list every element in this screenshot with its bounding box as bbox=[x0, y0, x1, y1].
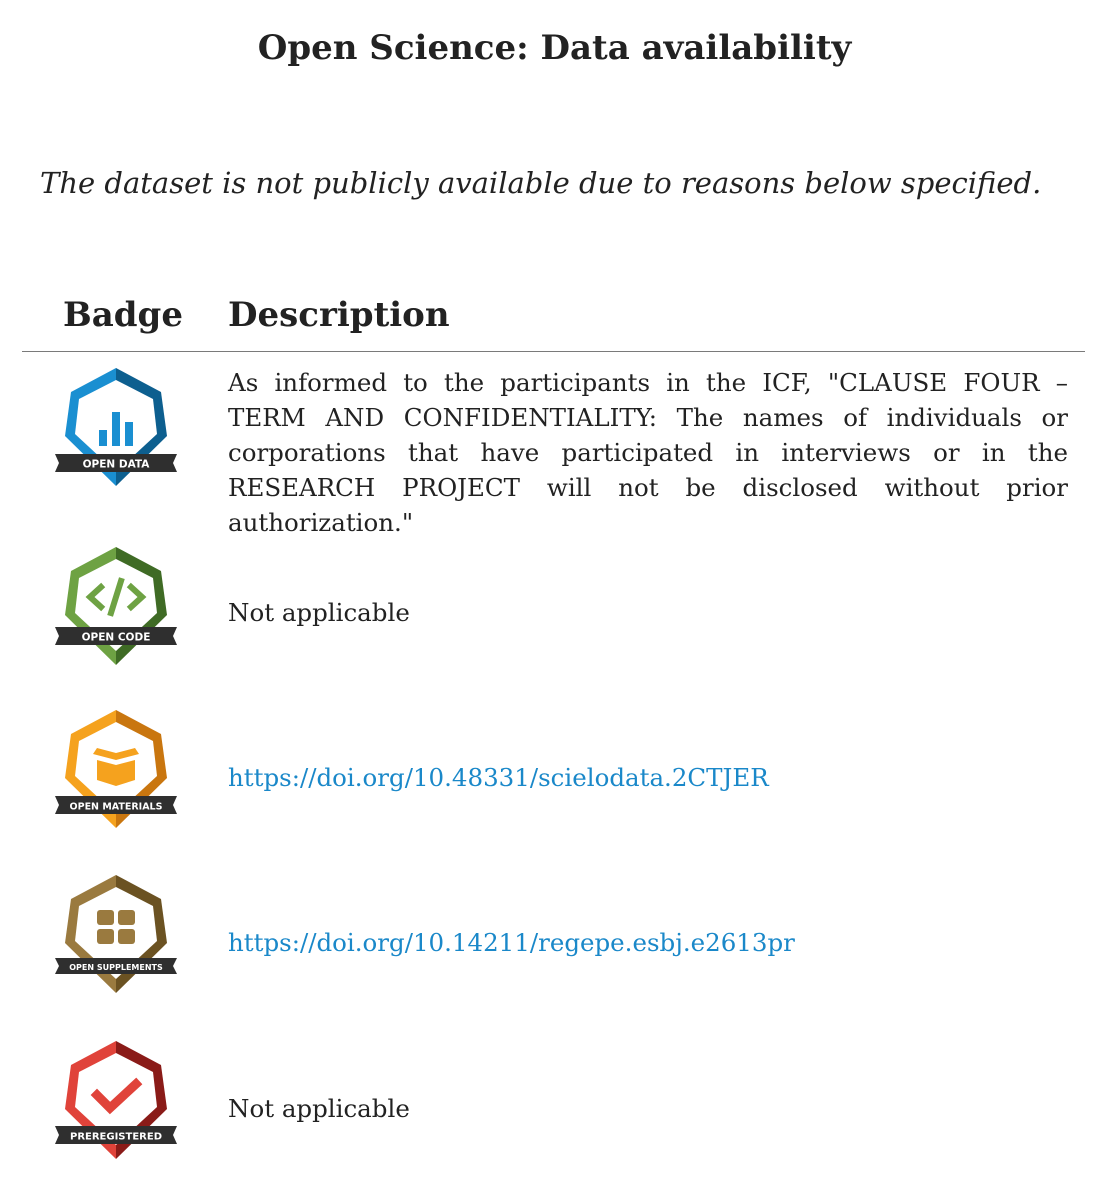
badge-label: OPEN CODE bbox=[81, 631, 151, 644]
open-data-badge bbox=[55, 366, 177, 488]
badge-label: PREREGISTERED bbox=[69, 1131, 163, 1143]
open-supplements-link[interactable]: https://doi.org/10.14211/regepe.esbj.e2613pr bbox=[228, 928, 795, 957]
badge-label: OPEN MATERIALS bbox=[69, 801, 163, 813]
open-materials-badge bbox=[55, 708, 177, 830]
badge-label: OPEN DATA bbox=[82, 458, 150, 471]
availability-statement: The dataset is not publicly available due to reasons below specified. bbox=[40, 166, 1042, 200]
description-open-data: As informed to the participants in the ICF, "CLAUSE FOUR – TERM AND CONFIDENTIALITY: The names of individuals or corporations that have participated in interviews or in the RESEARCH PROJECT will not be disclosed without prior authorization." bbox=[228, 368, 1068, 537]
open-code-badge bbox=[55, 545, 177, 667]
open-supplements-badge bbox=[55, 873, 177, 995]
preregistered-badge bbox=[55, 1039, 177, 1161]
open-materials-link[interactable]: https://doi.org/10.48331/scielodata.2CTJER bbox=[228, 763, 769, 792]
description-preregistered: Not applicable bbox=[228, 1094, 410, 1123]
open-box-icon bbox=[93, 748, 139, 786]
column-header-description: Description bbox=[228, 295, 450, 335]
header-divider bbox=[22, 351, 1085, 352]
column-header-badge: Badge bbox=[63, 295, 183, 335]
page-title: Open Science: Data availability bbox=[257, 28, 852, 68]
description-open-code: Not applicable bbox=[228, 598, 410, 627]
description-open-materials[interactable] bbox=[228, 760, 769, 795]
description-open-supplements[interactable] bbox=[228, 925, 795, 960]
badge-label: OPEN SUPPLEMENTS bbox=[69, 963, 163, 972]
